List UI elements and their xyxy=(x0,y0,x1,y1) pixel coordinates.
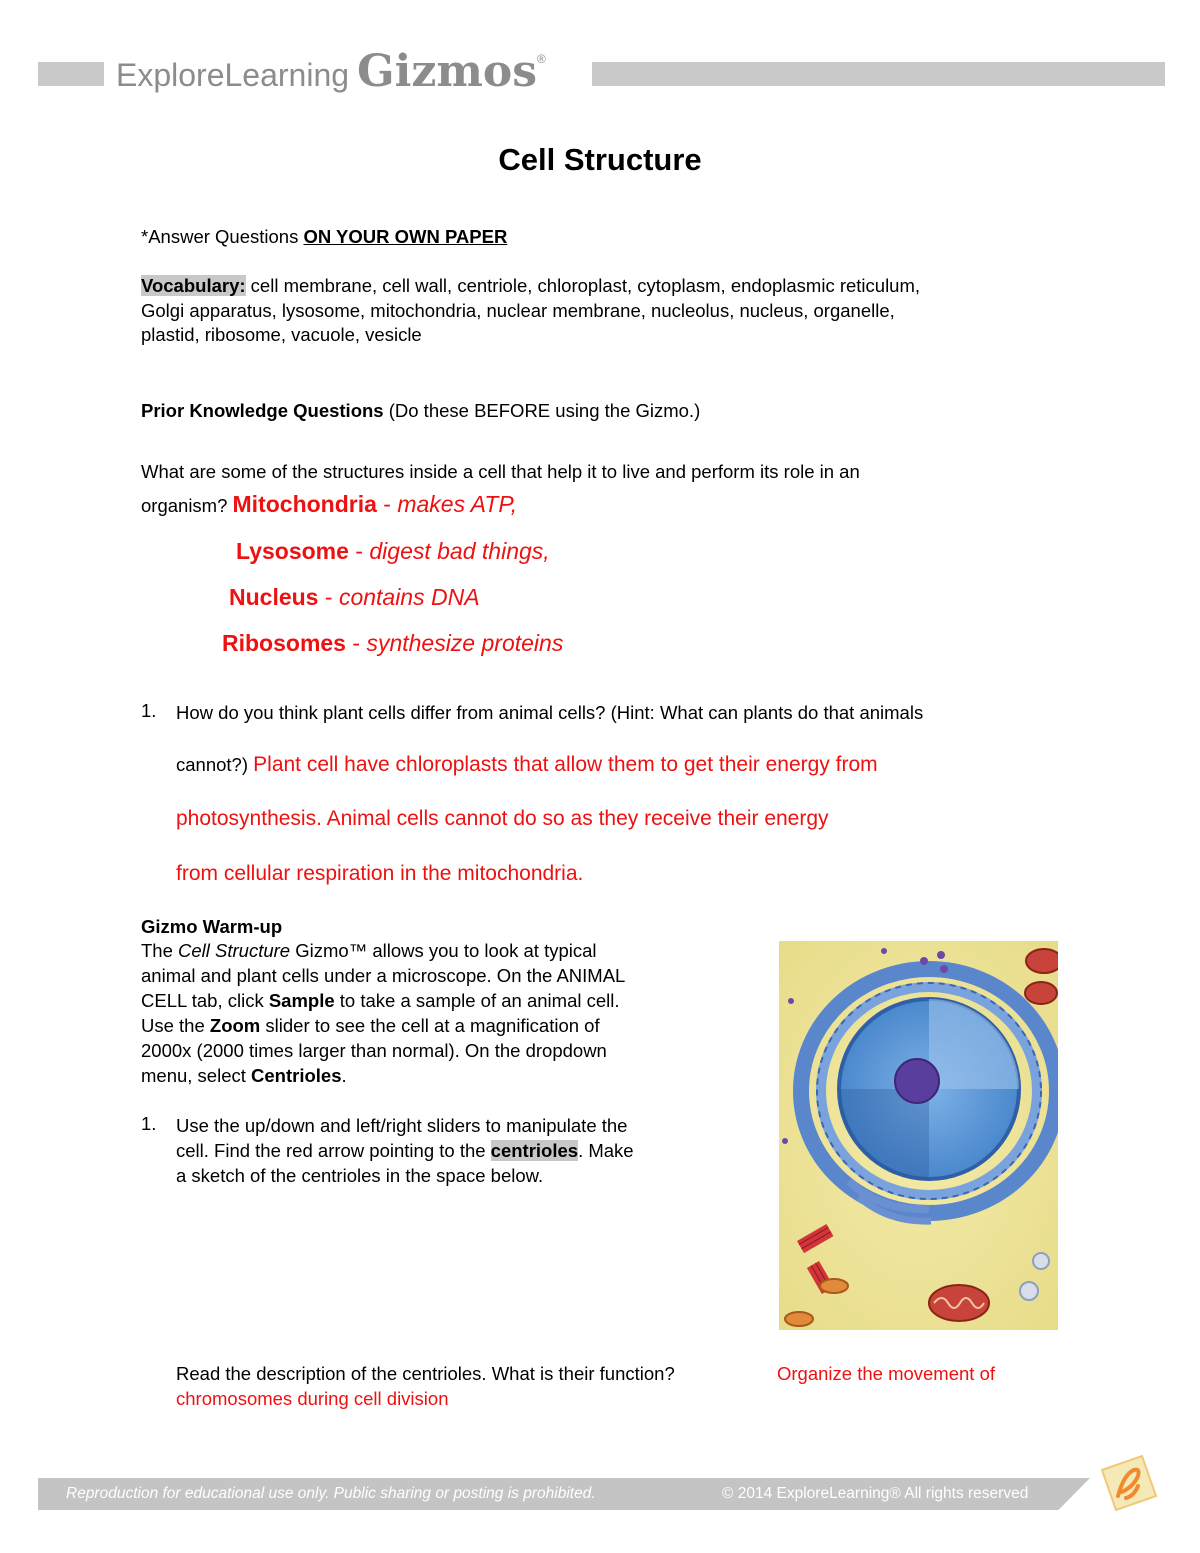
question-1-answer-3: from cellular respiration in the mitochondria. xyxy=(176,862,584,885)
explorelearning-logo-icon xyxy=(1098,1452,1160,1524)
question-1-number: 1. xyxy=(141,700,157,721)
brand-name: Gizmos xyxy=(357,46,537,97)
warmup-line-1 xyxy=(141,938,597,963)
warmup-text: CELL tab, click xyxy=(141,990,269,1011)
prior-knowledge-title: Prior Knowledge Questions xyxy=(141,400,384,421)
answer-nucleus xyxy=(229,585,480,611)
answer-term: Ribosomes xyxy=(222,630,346,656)
warmup-q1-number: 1. xyxy=(141,1113,157,1134)
answer-sep: - xyxy=(345,630,367,656)
warmup-line-5: 2000x (2000 times larger than normal). On the dropdown xyxy=(141,1040,607,1061)
function-question-text: Read the description of the centrioles. What is their function? xyxy=(176,1363,675,1384)
prior-question-line-2 xyxy=(141,492,517,518)
warmup-text: slider to see the cell at a magnification of xyxy=(260,1015,600,1036)
brand-prefix: ExploreLearning xyxy=(116,57,350,93)
vocabulary-text-1: cell membrane, cell wall, centriole, chloroplast, cytoplasm, endoplasmic reticulum, xyxy=(245,275,921,296)
function-question xyxy=(176,1361,675,1386)
warmup-text: Gizmo™ allows you to look at typical xyxy=(290,940,597,961)
warmup-text: menu, select xyxy=(141,1065,252,1086)
answer-sep: - xyxy=(376,491,398,517)
centrioles-keyword: Centrioles xyxy=(251,1065,342,1086)
sample-keyword: Sample xyxy=(268,990,335,1011)
page-title: Cell Structure xyxy=(498,142,702,177)
warmup-text: to take a sample of an animal cell. xyxy=(334,990,620,1011)
vocabulary-label: Vocabulary: xyxy=(141,275,246,296)
answer-desc: digest bad things, xyxy=(369,538,550,564)
function-answer-2: chromosomes during cell division xyxy=(176,1388,449,1409)
question-1-answer-1: Plant cell have chloroplasts that allow them to get their energy from xyxy=(253,753,878,776)
warmup-q1-line-2 xyxy=(176,1138,634,1163)
warmup-q1-line-3: a sketch of the centrioles in the space below. xyxy=(176,1165,544,1186)
instruction-prefix: *Answer Questions xyxy=(141,226,304,247)
question-1-line-1: How do you think plant cells differ from animal cells? (Hint: What can plants do that animals xyxy=(176,702,924,723)
warmup-text: . xyxy=(341,1065,347,1086)
instruction xyxy=(141,224,507,249)
header-bar-left xyxy=(38,62,104,86)
answer-term: Nucleus xyxy=(229,584,319,610)
warmup-line-2: animal and plant cells under a microscope. On the ANIMAL xyxy=(141,965,626,986)
warmup-line-3 xyxy=(141,988,620,1013)
vocabulary-line-1 xyxy=(141,273,920,298)
question-1-answer-2: photosynthesis. Animal cells cannot do so as they receive their energy xyxy=(176,807,829,830)
footer-copyright: © 2014 ExploreLearning® All rights reserved xyxy=(722,1485,1029,1502)
warmup-q1-text: cell. Find the red arrow pointing to the xyxy=(176,1140,491,1161)
answer-term: Lysosome xyxy=(236,538,349,564)
answer-sep: - xyxy=(318,584,339,610)
answer-ribosomes xyxy=(222,631,563,657)
warmup-text: Use the xyxy=(141,1015,210,1036)
answer-desc: makes ATP, xyxy=(397,491,518,517)
vocabulary-line-3: plastid, ribosome, vacuole, vesicle xyxy=(141,324,422,345)
centrioles-highlight: centrioles xyxy=(490,1140,579,1161)
answer-sep: - xyxy=(348,538,370,564)
prior-knowledge-note: (Do these BEFORE using the Gizmo.) xyxy=(383,400,701,421)
warmup-gizmo-name: Cell Structure xyxy=(178,940,291,961)
function-answer-1: Organize the movement of xyxy=(777,1363,995,1384)
brand-logo xyxy=(116,46,546,96)
answer-desc: contains DNA xyxy=(338,584,480,610)
answer-lysosome xyxy=(236,539,550,565)
warmup-line-4 xyxy=(141,1013,600,1038)
warmup-q1-text: . Make xyxy=(578,1140,634,1161)
instruction-emphasis: ON YOUR OWN PAPER xyxy=(303,226,508,247)
warmup-line-6 xyxy=(141,1063,347,1088)
animal-cell-illustration xyxy=(779,941,1058,1330)
header-bar-right xyxy=(592,62,1165,86)
prior-question-text: organism? xyxy=(141,495,233,516)
answer-desc: synthesize proteins xyxy=(366,630,564,656)
footer-disclaimer: Reproduction for educational use only. Public sharing or posting is prohibited. xyxy=(66,1485,596,1502)
prior-question-line-1: What are some of the structures inside a cell that help it to live and perform its role in an xyxy=(141,461,860,482)
zoom-keyword: Zoom xyxy=(209,1015,261,1036)
warmup-text: The xyxy=(141,940,179,961)
warmup-heading: Gizmo Warm-up xyxy=(141,916,283,937)
warmup-q1-line-1: Use the up/down and left/right sliders to manipulate the xyxy=(176,1115,628,1136)
vocabulary-line-2: Golgi apparatus, lysosome, mitochondria, nuclear membrane, nucleolus, nucleus, organelle, xyxy=(141,300,895,321)
brand-mark: ® xyxy=(537,52,546,66)
prior-knowledge-heading xyxy=(141,398,700,423)
question-1-line-2 xyxy=(176,752,878,777)
answer-term: Mitochondria xyxy=(232,491,377,517)
question-1-text: cannot?) xyxy=(176,754,254,775)
